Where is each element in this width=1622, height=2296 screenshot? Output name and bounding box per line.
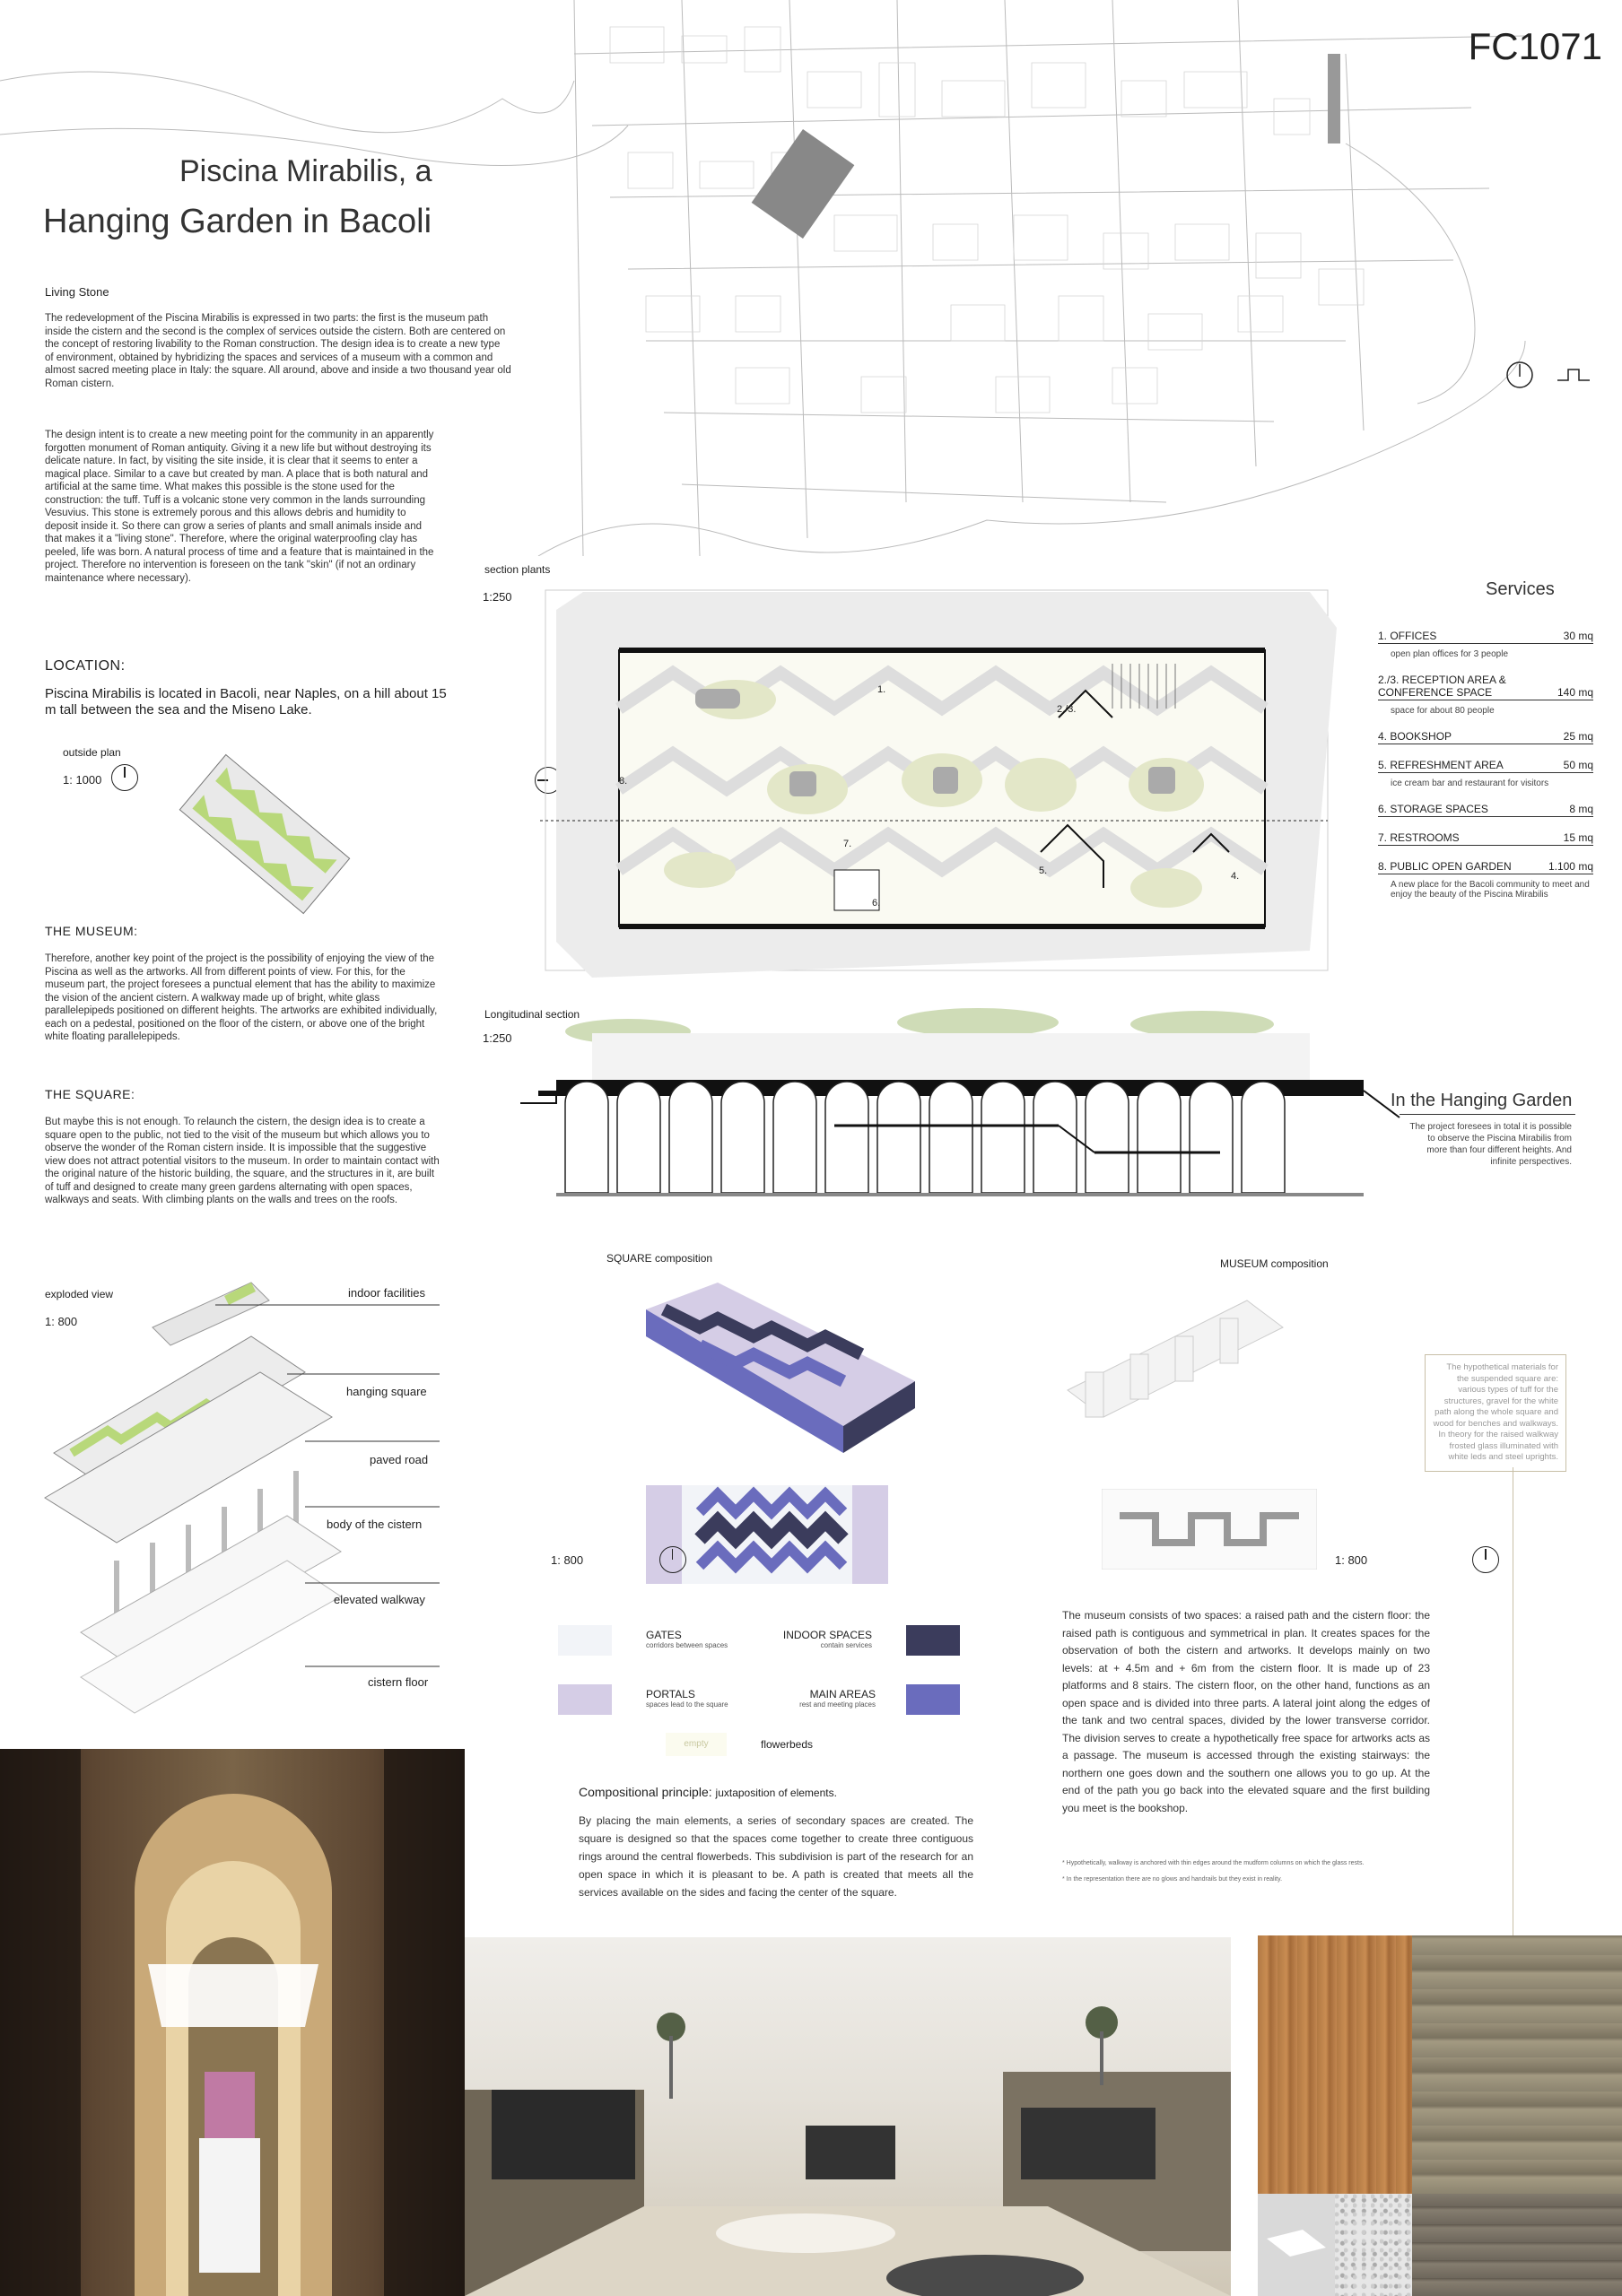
service-item: 8. PUBLIC OPEN GARDEN 1.100 mq (1378, 860, 1593, 873)
legend-gates: GATES corridors between spaces (646, 1629, 728, 1649)
location-heading: LOCATION: (45, 658, 126, 674)
tuff-stone-texture (1412, 1935, 1622, 2194)
square-render-graphic (465, 1937, 1231, 2296)
plan-number-4: 4. (1231, 871, 1240, 882)
service-note: space for about 80 people (1391, 706, 1495, 716)
principle-text: By placing the main elements, a series of secondary spaces are created. The square is designed so that the spaces come together to create three contiguous rings around the central flowerbeds. This subdivision is part of the research for an open space in which it is pleasant to be. A path is created that meets all the services available on the sides and facing the center of the square. (579, 1814, 973, 1899)
legend-flowerbeds: flowerbeds (761, 1738, 814, 1751)
longitudinal-scale: 1:250 (483, 1031, 512, 1045)
service-item: 5. REFRESHMENT AREA 50 mq (1378, 759, 1593, 771)
main-swatch (906, 1684, 960, 1715)
museum-comp-scale: 1: 800 (1335, 1553, 1368, 1567)
gravel-texture (1335, 2194, 1412, 2296)
materials-text: The hypothetical materials for the suspended square are: various types of tuff for the structures, gravel for the white path along the whole square and wood for benches and walkways. In theory for the raised walkway frosted glass illuminated with white leds and steel uprights. (1433, 1362, 1558, 1462)
legend-main: MAIN AREAS rest and meeting places (799, 1688, 876, 1709)
layer-label: body of the cistern (327, 1518, 423, 1531)
service-item: 4. BOOKSHOP 25 mq (1378, 730, 1593, 743)
services-list (1378, 630, 1593, 914)
museum-comp-label: MUSEUM composition (1220, 1257, 1329, 1270)
museum-description: The museum consists of two spaces: a raised path and the cistern floor: the raised path is contiguous and symmetrical in plan. It creates spaces for the observation of both the cistern and artworks. It develops mainly on two levels: at + 4.5m and + 6m from the cistern floor. It is made up of 23 platforms and 8 stairs. The cistern floor, on the other hand, functions as an open space and is divided into three parts. A lateral joint along the edges of the tank and two central spaces, divided by the lower transverse corridor. The division serves to create a hypothetically free space for artworks acts as a passage. The museum is accessed through the existing stairways: the northern one goes down and the southern one allows you to go up. At the end of the path you go back into the elevated square and the first building you meet is the bookshop. (1062, 1609, 1430, 1814)
gates-swatch (558, 1625, 612, 1656)
location-text: Piscina Mirabilis is located in Bacoli, near Naples, on a hill about 15 m tall between the sea and the Miseno Lake. (45, 686, 447, 718)
empty-swatch: empty (666, 1733, 727, 1756)
glass-block-graphic (1258, 2194, 1335, 2296)
layer-label: elevated walkway (334, 1593, 425, 1606)
plan-number-2-3: 2./3. (1057, 704, 1077, 715)
principle-heading: Compositional principle: juxtaposition of elements. (579, 1785, 837, 1799)
hanging-garden-text: The project foresees in total it is possible to observe the Piscina Mirabilis from more than four different heights. And infinite perspectives. (1409, 1122, 1572, 1167)
plan-number-5: 5. (1039, 865, 1048, 876)
living-stone-p1: The redevelopment of the Piscina Mirabilis is expressed in two parts: the first is the museum path inside the cistern and the second is the complex of services outside the cistern. Both are centered on the concept of restoring livability to the Roman construction. The design idea is to create a new type of environment, obtained by hybridizing the spaces and services of a museum with a common and almost sacred meeting place in Italy: the square. All around, above and inside a two thousand year old Roman cistern. (45, 313, 511, 389)
exploded-scale: 1: 800 (45, 1315, 78, 1328)
service-item: 1. OFFICES 30 mq (1378, 630, 1593, 642)
museum-composition-axo (1059, 1292, 1292, 1453)
service-note: ice cream bar and restaurant for visitors (1391, 778, 1549, 788)
hanging-garden-rule (1400, 1114, 1575, 1115)
frosted-glass-texture (1258, 2194, 1335, 2296)
compass-icon (111, 764, 138, 791)
square-heading: THE SQUARE: (45, 1087, 135, 1101)
square-text: But maybe this is not enough. To relaunch the cistern, the design idea is to create a square open to the public, not tied to the visit of the museum but which allows you to observe the wonder of the Roman cistern inside. It is impossible that the suggestive view does not attract potential visitors to the museum. In order to maintain contact with the original nature of the historic building, the square, and the structures in it, are built of tuff and designed to create many green gardens alternating with open spaces, walkways and seats. With climbing plants on the walls and trees on the roofs. (45, 1117, 440, 1205)
wood-texture (1258, 1935, 1412, 2194)
plan-number-8: 8. (619, 776, 628, 787)
cistern-interior-render (0, 1749, 465, 2296)
legend-indoor: INDOOR SPACES contain services (782, 1629, 872, 1649)
plan-number-7: 7. (843, 839, 852, 849)
service-note: open plan offices for 3 people (1391, 649, 1509, 659)
indoor-swatch (906, 1625, 960, 1656)
compass-icon (659, 1546, 686, 1573)
living-stone-p2: The design intent is to create a new meeting point for the community in an apparently forgotten monument of Roman antiquity. Giving it a new life but without destroying its delicate nature. In fact, by visiting the site inside, it is clear that it seems to enter a magical place. Similar to a cave but created by man. A place that is both natural and artificial at the same time. What makes this possible is the stone used for the construction: the tuff. Tuff is a volcanic stone very common in the lands surrounding Vesuvius. This stone is extremely porous and this allows debris and humidity to deposit inside it. So there can grow a series of plants and small animals inside and that makes it a "living stone". Therefore, where the original waterproofing clay has peeled, life was born. A natural process of time and a feature that is maintained in the project. Therefore no intervention is foreseen on the tank "skin" (if not an ordinary maintenance where necessary). (45, 430, 434, 584)
compass-icon (1472, 1546, 1499, 1573)
service-note: A new place for the Bacoli community to meet and enjoy the beauty of the Piscina Mirabilis (1391, 880, 1590, 900)
legend-portals: PORTALS spaces lead to the square (646, 1688, 728, 1709)
section-plants-label: section plants (484, 563, 551, 576)
materials-note (1425, 1354, 1566, 1472)
plan-number-1: 1. (877, 684, 886, 695)
layer-label: paved road (370, 1453, 429, 1466)
service-item: 6. STORAGE SPACES 8 mq (1378, 803, 1593, 815)
section-plan-drawing (538, 583, 1337, 978)
portals-swatch (558, 1684, 612, 1715)
plan-number-6: 6. (872, 898, 881, 909)
cistern-arch-graphic (0, 1749, 465, 2296)
title-line-2: Hanging Garden in Bacoli (43, 203, 432, 240)
museum-footnote-2: * In the representation there are no glows and handrails but they exist in reality. (1062, 1876, 1283, 1883)
outside-plan-drawing (157, 735, 372, 933)
exploded-view-drawing (36, 1274, 449, 1722)
title-line-1: Piscina Mirabilis, a (179, 154, 432, 188)
stone-wall-texture (1412, 2194, 1622, 2296)
square-comp-scale: 1: 800 (551, 1553, 584, 1567)
service-item: 7. RESTROOMS 15 mq (1378, 831, 1593, 844)
square-composition-axo (628, 1283, 924, 1471)
museum-heading: THE MUSEUM: (45, 924, 138, 938)
square-render (465, 1937, 1231, 2296)
outside-plan-label: outside plan (63, 746, 121, 759)
layer-label: indoor facilities (348, 1286, 425, 1300)
museum-composition-plan (1102, 1489, 1317, 1570)
service-item: 2./3. RECEPTION AREA & CONFERENCE SPACE 140 mq (1378, 674, 1593, 699)
exploded-label: exploded view (45, 1288, 114, 1300)
outside-plan-scale: 1: 1000 (63, 773, 102, 787)
longitudinal-label: Longitudinal section (484, 1008, 580, 1021)
services-heading: Services (1486, 579, 1555, 599)
project-code: FC1071 (1468, 25, 1602, 67)
museum-text: Therefore, another key point of the project is the possibility of enjoying the view of the Piscina as well as the artworks. All from different points of view. For this, for the museum part, the project foresees a punctual element that has the ability to maximize the vision of the ancient cistern. A walkway made up of bright, white glass parallelepipeds positioned on different heights. The artworks are exhibited individually, each on a pedestal, positioned on the floor of the cistern, or above one of the bright white floating parallelepipeds. (45, 953, 438, 1042)
museum-footnote-1: * Hypothetically, walkway is anchored with thin edges around the mudform columns on which the glass rests. (1062, 1860, 1365, 1866)
layer-label: hanging square (346, 1385, 427, 1398)
longitudinal-section-drawing (520, 1004, 1417, 1211)
layer-label: cistern floor (368, 1675, 429, 1689)
living-stone-heading: Living Stone (45, 285, 109, 299)
square-comp-label: SQUARE composition (606, 1252, 713, 1265)
section-plants-scale: 1:250 (483, 590, 512, 604)
hanging-garden-heading: In the Hanging Garden (1391, 1091, 1573, 1110)
